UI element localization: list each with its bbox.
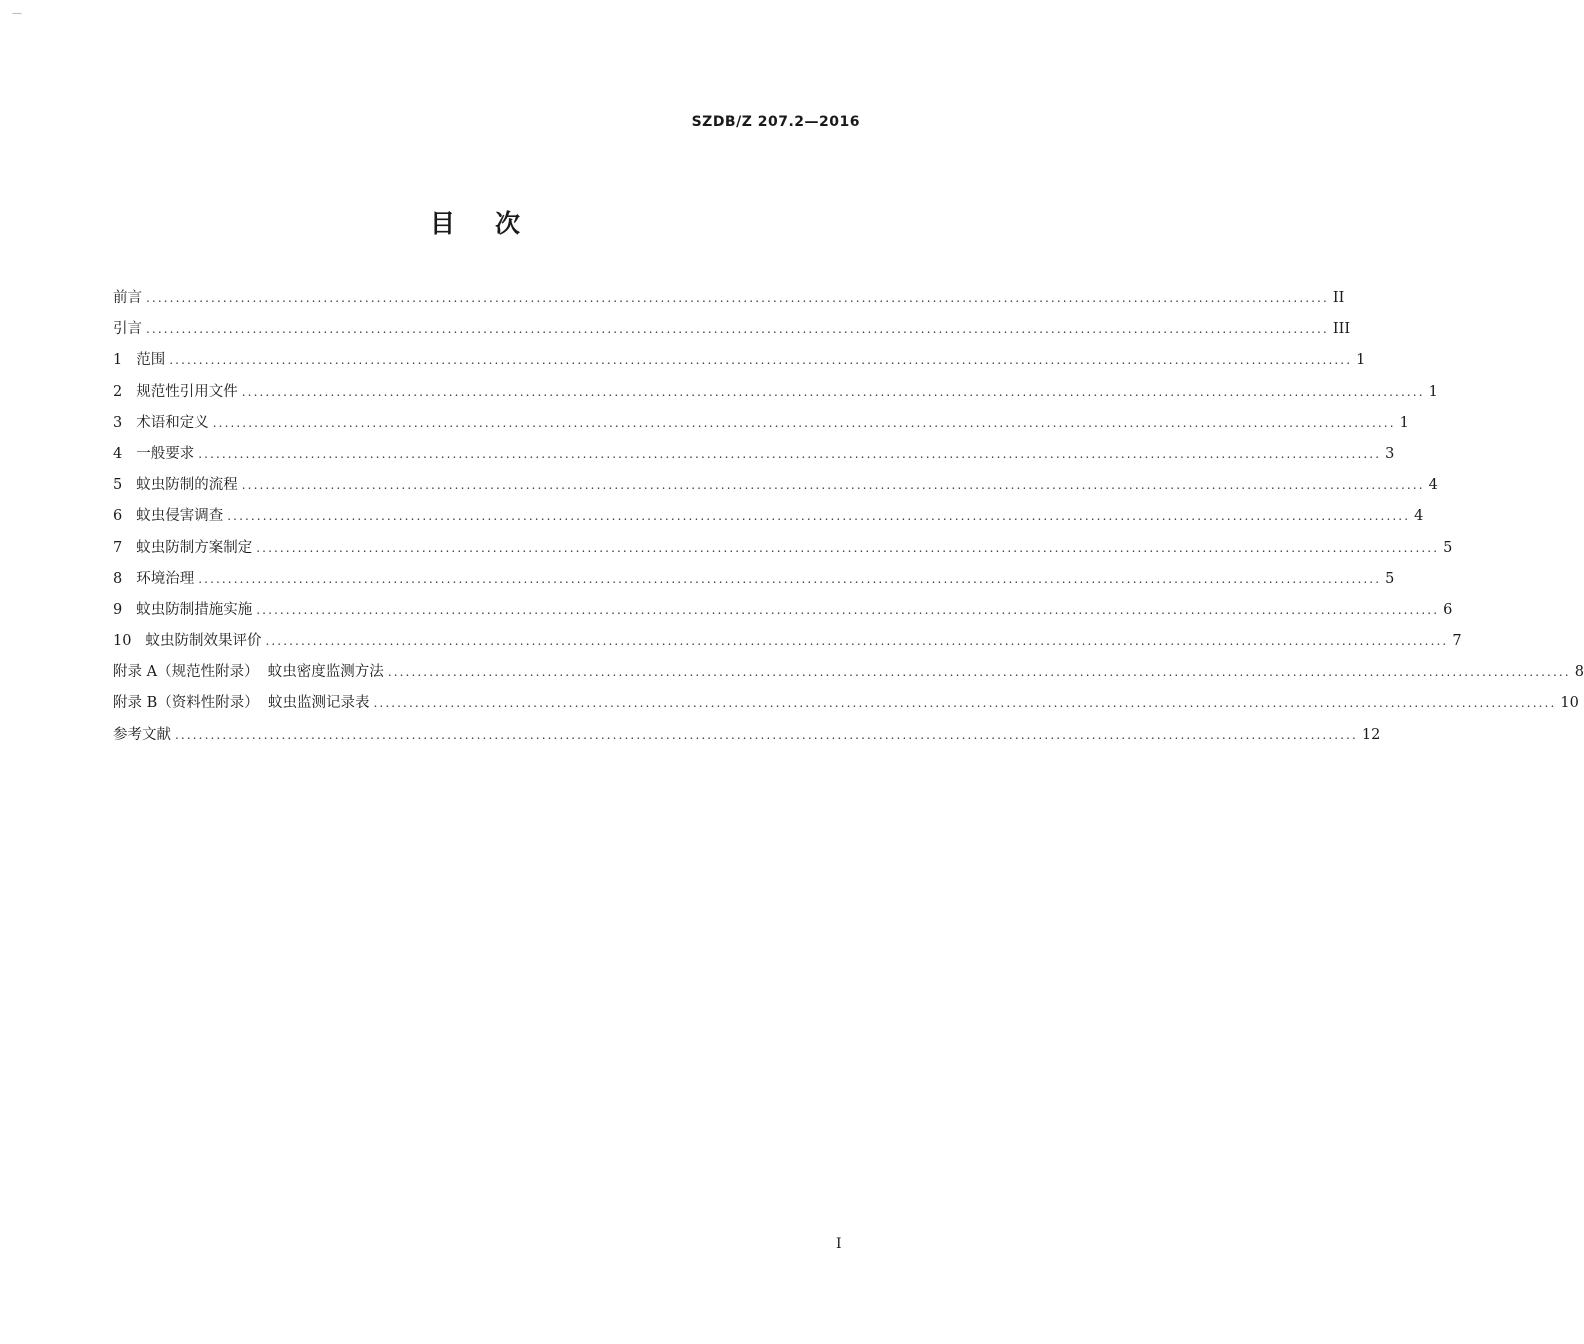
toc-entry-page: 1 (1428, 383, 1438, 400)
toc-entry-label (113, 317, 142, 341)
toc-entry-page: 4 (1414, 508, 1424, 525)
toc-entry[interactable] (113, 691, 1579, 722)
toc-entry-page: II (1332, 290, 1345, 306)
toc-entry-label (113, 286, 142, 310)
toc-entry-page: III (1332, 321, 1351, 338)
toc-entry-label (113, 380, 238, 404)
toc-entry-title: 术语和定义 (136, 414, 209, 431)
toc-entry-number: 5 (113, 477, 123, 494)
toc-entry-label (113, 442, 194, 466)
toc-entry-title: 前言 (113, 290, 142, 306)
toc-entry-label (113, 504, 223, 528)
toc-entry[interactable] (113, 598, 1453, 629)
toc-entry-page: 4 (1428, 477, 1438, 494)
toc-entry-label (113, 723, 171, 747)
toc-entry-number: 7 (113, 539, 123, 556)
toc-entry-label (113, 536, 252, 560)
toc-entry-label (113, 598, 252, 622)
toc-entry[interactable] (113, 723, 1381, 754)
toc-entry-number: 10 (113, 633, 132, 650)
toc-entry-page: 12 (1361, 726, 1381, 743)
toc-entry-title: 参考文献 (113, 726, 171, 743)
toc-entry-title: 一般要求 (136, 445, 195, 462)
toc-entry-title: 范围 (136, 352, 166, 369)
toc-leader-dots: ........................................................................................................................................................................................................ (241, 478, 1425, 493)
toc-leader-dots: ........................................................................................................................................................................................................ (265, 634, 1449, 649)
toc-entry-title: 规范性引用文件 (136, 383, 238, 400)
toc-entry-title: 附录 B（资料性附录） 蚊虫监测记录表 (113, 695, 370, 712)
toc-entry-title: 附录 A（规范性附录） 蚊虫密度监测方法 (113, 664, 384, 681)
toc-entry-page: 10 (1560, 695, 1579, 712)
toc-entry-page: 5 (1443, 539, 1453, 556)
toc-entry[interactable] (113, 442, 1395, 473)
toc-entry-title: 蚊虫防制的流程 (136, 477, 238, 494)
toc-entry-label (113, 411, 209, 435)
toc-leader-dots: ........................................................................................................................................................................................................ (373, 696, 1557, 711)
table-of-contents (113, 286, 1584, 754)
toc-entry-number: 3 (113, 414, 123, 431)
toc-entry[interactable] (113, 286, 1345, 317)
toc-entry[interactable] (113, 411, 1409, 442)
toc-entry-number: 4 (113, 445, 123, 462)
toc-entry-page: 7 (1452, 633, 1462, 650)
toc-entry-number: 2 (113, 383, 123, 400)
toc-leader-dots: ........................................................................................................................................................................................................ (256, 602, 1440, 617)
toc-entry[interactable] (113, 380, 1438, 411)
toc-leader-dots: ........................................................................................................................................................................................................ (256, 540, 1440, 555)
toc-entry[interactable] (113, 660, 1584, 691)
toc-leader-dots: ........................................................................................................................................................................................................ (387, 665, 1571, 680)
toc-entry[interactable] (113, 317, 1351, 348)
toc-entry-label (113, 348, 165, 372)
toc-leader-dots: ........................................................................................................................................................................................................ (198, 446, 1382, 461)
toc-entry[interactable] (113, 348, 1366, 379)
toc-leader-dots: ........................................................................................................................................................................................................ (198, 571, 1382, 586)
standard-code: SZDB/Z 207.2—2016 (691, 114, 860, 130)
toc-leader-dots: ........................................................................................................................................................................................................ (212, 415, 1396, 430)
toc-entry[interactable] (113, 473, 1438, 504)
toc-entry-title: 蚊虫防制措施实施 (136, 601, 253, 618)
toc-entry-label (113, 660, 384, 684)
page-title: 目次 (429, 209, 560, 238)
toc-leader-dots: ........................................................................................................................................................................................................ (227, 509, 1411, 524)
toc-entry-label (113, 691, 369, 715)
toc-entry-label (113, 473, 238, 497)
corner-mark: — (12, 8, 22, 19)
toc-entry-page: 6 (1443, 601, 1453, 618)
toc-entry[interactable] (113, 504, 1424, 535)
toc-entry-page: 1 (1356, 352, 1366, 369)
toc-entry-page: 5 (1385, 570, 1395, 587)
toc-entry[interactable] (113, 536, 1453, 567)
page-number: I (836, 1236, 842, 1252)
toc-entry-page: 1 (1399, 414, 1409, 431)
toc-entry-label (113, 567, 194, 591)
toc-leader-dots: ........................................................................................................................................................................................................ (146, 291, 1329, 305)
toc-entry-title: 蚊虫侵害调查 (136, 508, 224, 525)
toc-entry-page: 8 (1574, 664, 1584, 681)
toc-entry-title: 蚊虫防制方案制定 (136, 539, 253, 556)
toc-entry-title: 环境治理 (136, 570, 195, 587)
toc-entry-number: 6 (113, 508, 123, 525)
toc-entry-number: 8 (113, 570, 123, 587)
toc-entry-title: 引言 (113, 321, 142, 338)
toc-leader-dots: ........................................................................................................................................................................................................ (169, 353, 1353, 368)
toc-leader-dots: ........................................................................................................................................................................................................ (146, 322, 1329, 337)
toc-leader-dots: ........................................................................................................................................................................................................ (241, 384, 1425, 399)
toc-entry-title: 蚊虫防制效果评价 (145, 633, 262, 650)
toc-entry-number: 1 (113, 352, 123, 369)
toc-entry-number: 9 (113, 601, 123, 618)
toc-entry[interactable] (113, 567, 1395, 598)
toc-leader-dots: ........................................................................................................................................................................................................ (175, 727, 1358, 742)
toc-entry[interactable] (113, 629, 1462, 660)
toc-entry-page: 3 (1385, 445, 1395, 462)
toc-entry-label (113, 629, 261, 653)
